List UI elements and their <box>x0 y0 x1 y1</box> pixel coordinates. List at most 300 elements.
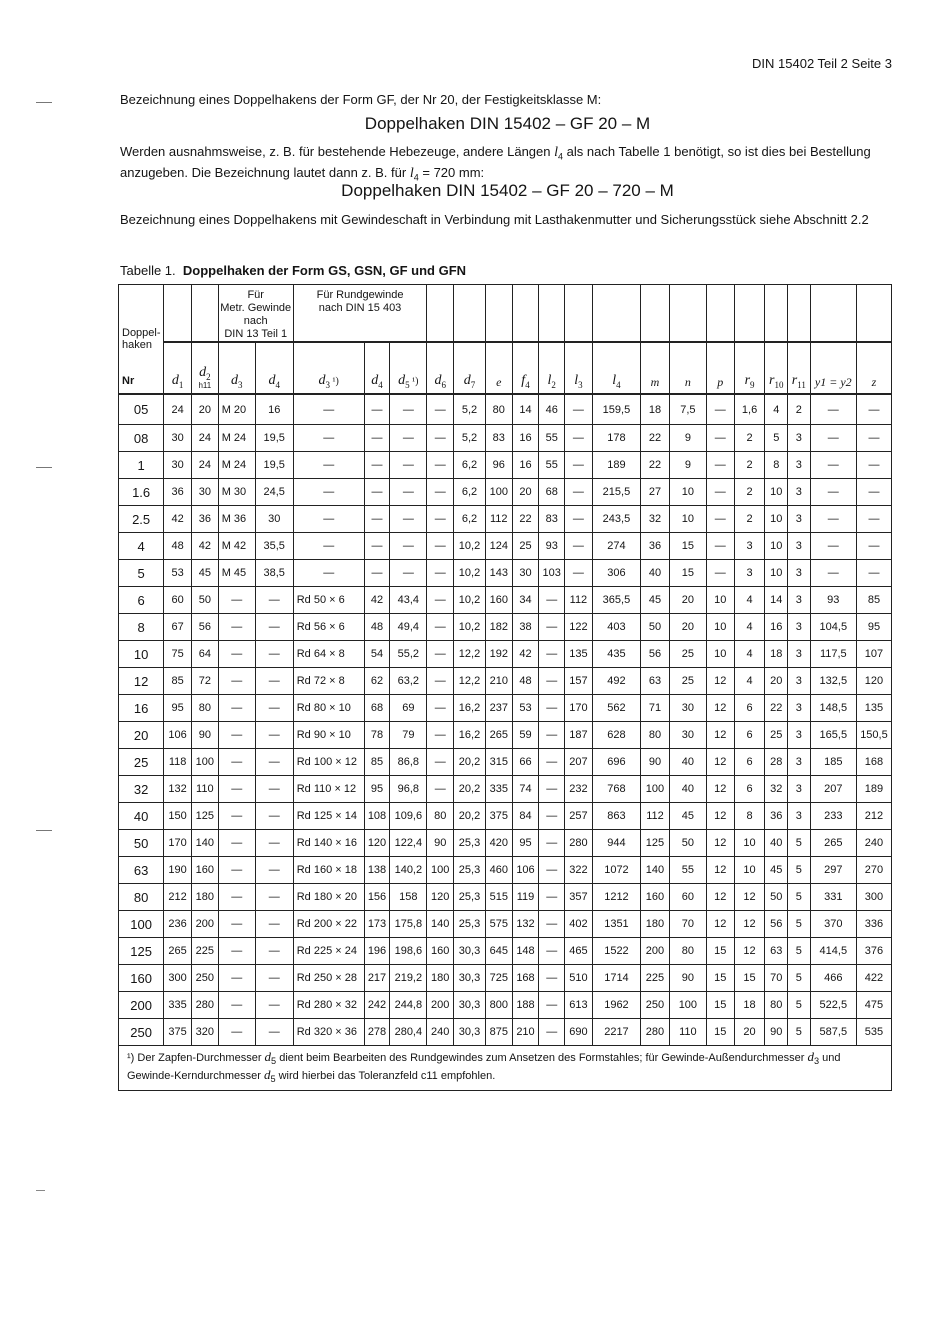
table-cell: 5 <box>788 884 811 911</box>
table-cell: 16 <box>765 614 788 641</box>
table-cell: 36 <box>191 506 218 533</box>
table-cell: 12 <box>706 857 734 884</box>
table-cell: 18 <box>765 641 788 668</box>
table-cell: 64 <box>191 641 218 668</box>
table-cell: 60 <box>669 884 706 911</box>
table-cell: 12,2 <box>454 641 486 668</box>
table-cell: — <box>565 452 593 479</box>
table-cell: 35,5 <box>255 533 293 560</box>
table-cell: 112 <box>641 803 670 830</box>
table-cell: — <box>856 533 891 560</box>
table-cell: 522,5 <box>810 992 856 1019</box>
column-header: $r_{10}$ <box>765 342 788 394</box>
table-cell: 188 <box>512 992 539 1019</box>
table-cell: 180 <box>641 911 670 938</box>
table-cell: 16,2 <box>454 695 486 722</box>
table-cell: 2 <box>734 506 765 533</box>
table-row <box>119 992 892 1019</box>
table-cell: — <box>255 857 293 884</box>
table-cell: 236 <box>164 911 192 938</box>
table-cell: 178 <box>592 425 640 452</box>
table-cell: 132 <box>512 911 539 938</box>
table-cell: Rd 320 × 36 <box>293 1019 364 1046</box>
data-table <box>118 284 892 1091</box>
column-header: $d_3$ ¹) <box>293 342 364 394</box>
table-cell: 25,3 <box>454 884 486 911</box>
table-cell: 168 <box>856 749 891 776</box>
table-cell: 10 <box>765 560 788 587</box>
table-cell: 189 <box>856 776 891 803</box>
table-cell: 280 <box>641 1019 670 1046</box>
table-cell: 25 <box>512 533 539 560</box>
table-cell: 48 <box>164 533 192 560</box>
table-cell: 18 <box>641 394 670 425</box>
table-cell: 50 <box>669 830 706 857</box>
table-cell: 43,4 <box>390 587 427 614</box>
margin-mark <box>36 102 52 103</box>
table-cell: — <box>218 992 255 1019</box>
table-cell: — <box>427 695 454 722</box>
table-cell: 192 <box>485 641 512 668</box>
table-cell: M 24 <box>218 452 255 479</box>
table-cell: 10,2 <box>454 533 486 560</box>
table-cell: 265 <box>164 938 192 965</box>
table-cell: 112 <box>485 506 512 533</box>
table-cell: 515 <box>485 884 512 911</box>
table-cell: 53 <box>512 695 539 722</box>
table-cell: 67 <box>164 614 192 641</box>
table-cell: 15 <box>706 938 734 965</box>
table-cell: Rd 80 × 10 <box>293 695 364 722</box>
table-cell: — <box>427 506 454 533</box>
table-cell: 80 <box>765 992 788 1019</box>
hook-number: 08 <box>119 425 164 452</box>
table-cell: 38,5 <box>255 560 293 587</box>
hook-number: 32 <box>119 776 164 803</box>
table-cell: — <box>218 722 255 749</box>
table-cell: 56 <box>765 911 788 938</box>
table-row <box>119 506 892 533</box>
intro-paragraph-thread: Bezeichnung eines Doppelhakens mit Gewindeschaft in Verbindung mit Lasthakenmutter und Sicherungsstück siehe Abschnitt 2.2 <box>120 212 869 227</box>
column-header: $l_3$ <box>565 342 593 394</box>
table-cell: 10 <box>734 857 765 884</box>
table-cell: 320 <box>191 1019 218 1046</box>
table-cell: 322 <box>565 857 593 884</box>
table-cell: 465 <box>565 938 593 965</box>
table-cell: 2 <box>788 394 811 425</box>
table-cell: — <box>218 614 255 641</box>
table-cell: — <box>255 749 293 776</box>
table-cell: 30,3 <box>454 965 486 992</box>
table-cell: — <box>539 803 565 830</box>
table-cell: — <box>293 452 364 479</box>
table-cell: 70 <box>669 911 706 938</box>
table-cell: 96 <box>485 452 512 479</box>
table-cell: — <box>810 452 856 479</box>
table-cell: 1,6 <box>734 394 765 425</box>
table-cell: 25 <box>669 668 706 695</box>
table-cell: 20,2 <box>454 749 486 776</box>
table-cell: 45 <box>641 587 670 614</box>
column-header: $d_6$ <box>427 342 454 394</box>
table-cell: — <box>255 614 293 641</box>
table-cell: — <box>218 965 255 992</box>
table-cell: 63,2 <box>390 668 427 695</box>
table-cell: 944 <box>592 830 640 857</box>
table-cell: 9 <box>669 425 706 452</box>
table-cell: 6 <box>734 722 765 749</box>
table-cell: 74 <box>512 776 539 803</box>
table-row <box>119 668 892 695</box>
table-cell: 32 <box>765 776 788 803</box>
table-cell: 4 <box>765 394 788 425</box>
table-cell: 420 <box>485 830 512 857</box>
table-cell: 466 <box>810 965 856 992</box>
table-cell: 42 <box>364 587 390 614</box>
table-cell: Rd 110 × 12 <box>293 776 364 803</box>
table-cell: 106 <box>512 857 539 884</box>
table-cell: — <box>218 830 255 857</box>
table-cell: — <box>255 722 293 749</box>
table-cell: 225 <box>641 965 670 992</box>
table-cell: 55,2 <box>390 641 427 668</box>
table-cell: 233 <box>810 803 856 830</box>
table-cell: 10 <box>706 641 734 668</box>
table-cell: 30 <box>669 722 706 749</box>
table-cell: 696 <box>592 749 640 776</box>
table-cell: 725 <box>485 965 512 992</box>
table-cell: — <box>539 992 565 1019</box>
table-cell: 12 <box>734 938 765 965</box>
page-header: DIN 15402 Teil 2 Seite 3 <box>752 56 892 71</box>
table-cell: — <box>427 394 454 425</box>
table-cell: 40 <box>641 560 670 587</box>
table-cell: 375 <box>485 803 512 830</box>
table-cell: 5 <box>788 1019 811 1046</box>
table-cell: — <box>539 587 565 614</box>
column-header: $d_3$ <box>218 342 255 394</box>
table-cell: — <box>810 425 856 452</box>
table-cell: 66 <box>512 749 539 776</box>
table-cell: 16 <box>512 425 539 452</box>
table-caption: Tabelle 1. Doppelhaken der Form GS, GSN, GF und GFN <box>120 263 467 278</box>
table-cell: — <box>390 560 427 587</box>
table-cell: 90 <box>669 965 706 992</box>
table-cell: — <box>539 749 565 776</box>
table-cell: 95 <box>512 830 539 857</box>
table-cell: 365,5 <box>592 587 640 614</box>
table-cell: 30,3 <box>454 992 486 1019</box>
table-cell: 562 <box>592 695 640 722</box>
table-cell: 242 <box>364 992 390 1019</box>
table-cell: — <box>218 884 255 911</box>
table-row <box>119 587 892 614</box>
table-cell: 190 <box>164 857 192 884</box>
table-cell: 6,2 <box>454 506 486 533</box>
table-cell: 5,2 <box>454 394 486 425</box>
table-cell: 3 <box>788 614 811 641</box>
table-cell: 63 <box>765 938 788 965</box>
margin-mark <box>36 467 52 468</box>
table-cell: 20 <box>765 668 788 695</box>
table-cell: 148,5 <box>810 695 856 722</box>
table-cell: — <box>427 533 454 560</box>
column-header: $d_7$ <box>454 342 486 394</box>
table-footnote: ¹) Der Zapfen-Durchmesser $d_5$ dient beim Bearbeiten des Rundgewindes zum Ansetzen des Formstahles; für Gewinde-Außendurchmesser $d_3$ und Gewinde-Kerndurchmesser $d_5$ wird hierbei das Toleranzfeld c11 empfohlen. <box>119 1046 892 1091</box>
table-cell: 587,5 <box>810 1019 856 1046</box>
table-cell: 240 <box>427 1019 454 1046</box>
table-cell: 110 <box>191 776 218 803</box>
table-cell: 613 <box>565 992 593 1019</box>
table-cell: 60 <box>164 587 192 614</box>
hook-number: 4 <box>119 533 164 560</box>
header-blank <box>454 285 486 343</box>
table-cell: 165,5 <box>810 722 856 749</box>
table-cell: 160 <box>641 884 670 911</box>
table-cell: 15 <box>734 965 765 992</box>
table-cell: 20 <box>512 479 539 506</box>
table-cell: 25,3 <box>454 911 486 938</box>
column-header: y1 = y2 <box>810 342 856 394</box>
table-cell: 19,5 <box>255 452 293 479</box>
table-cell: — <box>218 749 255 776</box>
table-cell: 12 <box>706 911 734 938</box>
table-cell: 175,8 <box>390 911 427 938</box>
table-cell: 59 <box>512 722 539 749</box>
table-cell: 100 <box>485 479 512 506</box>
table-cell: 232 <box>565 776 593 803</box>
table-cell: — <box>810 479 856 506</box>
table-cell: 15 <box>669 560 706 587</box>
table-row <box>119 776 892 803</box>
table-cell: 422 <box>856 965 891 992</box>
table-cell: M 20 <box>218 394 255 425</box>
table-cell: 15 <box>706 992 734 1019</box>
table-cell: 265 <box>810 830 856 857</box>
table-cell: 280,4 <box>390 1019 427 1046</box>
table-cell: 357 <box>565 884 593 911</box>
table-cell: 335 <box>164 992 192 1019</box>
table-cell: 120 <box>364 830 390 857</box>
table-row <box>119 1019 892 1046</box>
table-row <box>119 641 892 668</box>
table-cell: — <box>364 560 390 587</box>
table-cell: 3 <box>734 533 765 560</box>
hook-number: 10 <box>119 641 164 668</box>
table-cell: 104,5 <box>810 614 856 641</box>
table-cell: 180 <box>191 884 218 911</box>
table-cell: 10 <box>765 479 788 506</box>
table-cell: 69 <box>390 695 427 722</box>
table-cell: — <box>255 1019 293 1046</box>
table-cell: 274 <box>592 533 640 560</box>
table-cell: 460 <box>485 857 512 884</box>
column-header: $d_2$ h11 <box>191 342 218 394</box>
table-cell: 24 <box>191 425 218 452</box>
table-cell: — <box>218 1019 255 1046</box>
table-cell: 135 <box>565 641 593 668</box>
table-cell: 244,8 <box>390 992 427 1019</box>
table-cell: 68 <box>539 479 565 506</box>
table-cell: 200 <box>191 911 218 938</box>
table-cell: 492 <box>592 668 640 695</box>
table-cell: 257 <box>565 803 593 830</box>
table-cell: 212 <box>164 884 192 911</box>
table-row <box>119 533 892 560</box>
table-cell: — <box>565 506 593 533</box>
table-row <box>119 425 892 452</box>
header-blank <box>191 285 218 343</box>
table-cell: 280 <box>191 992 218 1019</box>
table-cell: 5 <box>788 830 811 857</box>
table-cell: — <box>539 1019 565 1046</box>
header-blank <box>856 285 891 343</box>
table-cell: 10 <box>765 533 788 560</box>
table-cell: 690 <box>565 1019 593 1046</box>
table-cell: 25,3 <box>454 857 486 884</box>
table-cell: 10 <box>669 506 706 533</box>
column-header: z <box>856 342 891 394</box>
table-cell: — <box>427 668 454 695</box>
hook-number: 1.6 <box>119 479 164 506</box>
table-cell: Rd 100 × 12 <box>293 749 364 776</box>
header-blank <box>485 285 512 343</box>
table-cell: 55 <box>539 452 565 479</box>
table-cell: 331 <box>810 884 856 911</box>
table-cell: 5 <box>788 992 811 1019</box>
table-cell: 10,2 <box>454 614 486 641</box>
table-cell: 6,2 <box>454 479 486 506</box>
intro-paragraph: Werden ausnahmsweise, z. B. für bestehende Hebezeuge, andere Längen $l_4$ als nach Tabelle 1 benötigt, so ist dies bei Bestellung anzugeben. Die Bezeichnung lautet dann z. B. für $l_4 = 720$ mm: <box>120 144 871 183</box>
table-cell: — <box>390 506 427 533</box>
table-cell: — <box>293 533 364 560</box>
table-cell: 90 <box>641 749 670 776</box>
table-cell: 71 <box>641 695 670 722</box>
table-cell: 20 <box>669 587 706 614</box>
table-cell: 20 <box>734 1019 765 1046</box>
table-cell: — <box>364 479 390 506</box>
table-cell: 25 <box>669 641 706 668</box>
table-cell: — <box>255 884 293 911</box>
table-cell: 25,3 <box>454 830 486 857</box>
table-cell: — <box>390 394 427 425</box>
table-cell: — <box>539 641 565 668</box>
table-cell: 3 <box>788 749 811 776</box>
table-cell: 36 <box>765 803 788 830</box>
table-cell: 315 <box>485 749 512 776</box>
table-cell: 135 <box>856 695 891 722</box>
hook-number: 125 <box>119 938 164 965</box>
hook-number: 250 <box>119 1019 164 1046</box>
table-cell: — <box>218 641 255 668</box>
hook-number: 40 <box>119 803 164 830</box>
table-row <box>119 857 892 884</box>
table-cell: — <box>539 830 565 857</box>
table-cell: 157 <box>565 668 593 695</box>
table-cell: — <box>255 587 293 614</box>
table-cell: 3 <box>788 587 811 614</box>
column-header: $f_4$ <box>512 342 539 394</box>
table-cell: 56 <box>191 614 218 641</box>
table-cell: — <box>364 425 390 452</box>
table-cell: 875 <box>485 1019 512 1046</box>
table-cell: — <box>218 587 255 614</box>
table-cell: Rd 280 × 32 <box>293 992 364 1019</box>
table-cell: — <box>706 479 734 506</box>
header-metric-thread: Für Metr. Gewinde nach DIN 13 Teil 1 <box>218 285 293 343</box>
table-cell: 107 <box>856 641 891 668</box>
table-cell: — <box>293 560 364 587</box>
table-cell: 80 <box>641 722 670 749</box>
table-cell: 138 <box>364 857 390 884</box>
table-cell: 3 <box>788 668 811 695</box>
table-cell: 475 <box>856 992 891 1019</box>
hook-number: 05 <box>119 394 164 425</box>
table-cell: 12 <box>734 911 765 938</box>
table-row <box>119 394 892 425</box>
table-cell: 306 <box>592 560 640 587</box>
table-cell: 8 <box>734 803 765 830</box>
table-cell: Rd 64 × 8 <box>293 641 364 668</box>
table-cell: 83 <box>485 425 512 452</box>
table-cell: 53 <box>164 560 192 587</box>
table-cell: 336 <box>856 911 891 938</box>
table-cell: — <box>255 965 293 992</box>
table-cell: 3 <box>788 722 811 749</box>
table-cell: 32 <box>641 506 670 533</box>
table-cell: 187 <box>565 722 593 749</box>
table-cell: 237 <box>485 695 512 722</box>
table-cell: — <box>427 587 454 614</box>
table-cell: 12 <box>706 884 734 911</box>
table-cell: 22 <box>641 452 670 479</box>
hook-number: 200 <box>119 992 164 1019</box>
table-cell: 12 <box>706 830 734 857</box>
table-cell: 119 <box>512 884 539 911</box>
table-cell: — <box>364 506 390 533</box>
table-cell: 10,2 <box>454 560 486 587</box>
table-cell: 5 <box>788 857 811 884</box>
header-blank <box>164 285 192 343</box>
table-cell: — <box>856 560 891 587</box>
table-cell: 46 <box>539 394 565 425</box>
table-cell: 4 <box>734 614 765 641</box>
table-cell: 240 <box>856 830 891 857</box>
table-cell: — <box>706 506 734 533</box>
table-row <box>119 722 892 749</box>
table-cell: 12 <box>734 884 765 911</box>
table-cell: — <box>856 425 891 452</box>
table-cell: 83 <box>539 506 565 533</box>
table-row <box>119 749 892 776</box>
table-cell: 36 <box>164 479 192 506</box>
table-cell: 42 <box>164 506 192 533</box>
table-cell: 12 <box>706 803 734 830</box>
table-cell: 8 <box>765 452 788 479</box>
table-cell: 4 <box>734 641 765 668</box>
table-cell: 250 <box>641 992 670 1019</box>
table-row <box>119 695 892 722</box>
table-cell: 93 <box>810 587 856 614</box>
table-cell: 1962 <box>592 992 640 1019</box>
table-cell: 122 <box>565 614 593 641</box>
hook-number: 100 <box>119 911 164 938</box>
table-cell: 150 <box>164 803 192 830</box>
table-cell: 16 <box>255 394 293 425</box>
table-cell: 90 <box>191 722 218 749</box>
table-cell: 160 <box>427 938 454 965</box>
table-row <box>119 803 892 830</box>
